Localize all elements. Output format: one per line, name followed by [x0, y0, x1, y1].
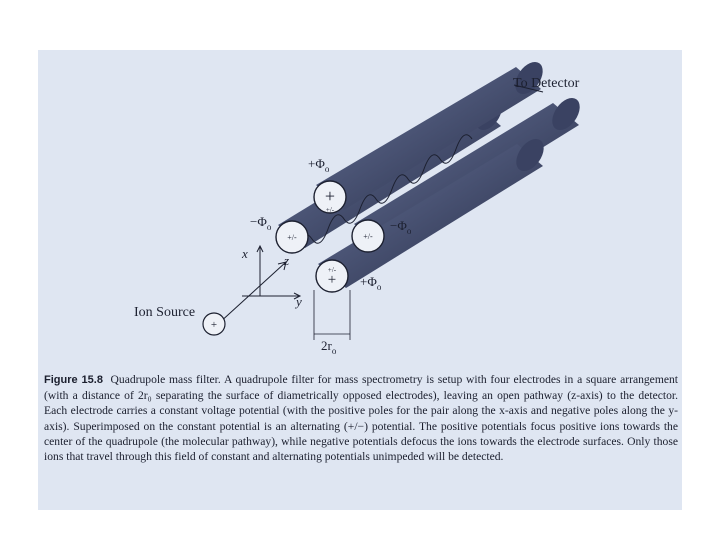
label-minus-phi-left: $-\Phi_o$	[250, 214, 272, 232]
axis-label-x: x	[242, 246, 248, 261]
ion-source	[203, 313, 225, 335]
svg-text:+/-: +/-	[327, 266, 337, 274]
label-plus-phi-bottom: $+\Phi_o$	[360, 274, 382, 292]
quadrupole-diagram	[38, 50, 682, 370]
label-plus-phi-top: $+\Phi_o$	[308, 156, 330, 174]
label-ion-source: Ion Source	[134, 305, 196, 320]
label-to-detector: To Detector	[513, 76, 580, 91]
svg-text:+/-: +/-	[325, 206, 335, 214]
svg-text:+: +	[327, 272, 337, 288]
electrode-face-left	[276, 221, 308, 253]
svg-text:+: +	[210, 319, 218, 331]
axis-label-z: z	[284, 253, 290, 268]
svg-text:+: +	[324, 186, 336, 206]
electrode-face-right	[352, 220, 384, 252]
electrode-face-bottom	[316, 260, 348, 292]
caption-text: Quadrupole mass filter. A quadrupole filter for mass spectrometry is setup with four electrodes in a square arrangement (with a distance of 2r₀ separating the surface of diametrically opposed electrodes), leaving an open pathway (z-axis) to the detector. Each electrode carries a constant voltage potential (with the positive poles for the pair along the x-axis and negative poles along the y-axis). Superimposed on the constant potential is an alternating (+/−) potential. The positive potentials focus positive ions towards the center of the quadrupole (the molecular pathway), while negative potentials defocus the ions towards the electrode surfaces. Only those ions that travel through this field of constant and alternating potentials unimpeded will be detected.	[44, 373, 679, 464]
svg-text:+/-: +/-	[287, 233, 297, 242]
axis-label-y: y	[296, 294, 302, 309]
label-minus-phi-right: $-\Phi_o$	[390, 218, 412, 236]
label-gap: $2r_o$	[321, 338, 337, 356]
electrode-face-top	[314, 181, 346, 214]
svg-text:+/-: +/-	[363, 232, 373, 241]
gap-dimension	[314, 290, 350, 340]
caption-label: Figure 15.8	[44, 374, 103, 386]
figure-scan	[38, 50, 682, 510]
figure-caption	[44, 372, 678, 464]
